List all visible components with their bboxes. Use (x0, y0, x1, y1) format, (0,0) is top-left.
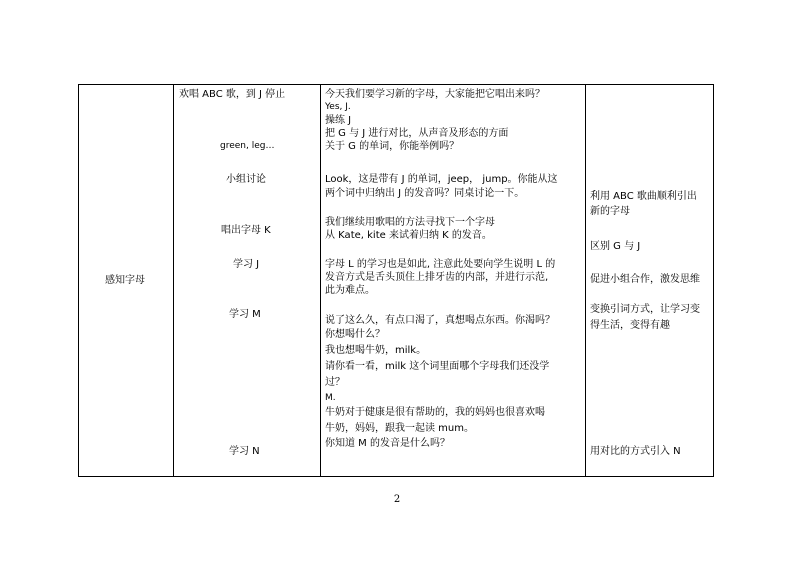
activity-item: 欢唱 ABC 歌，到 J 停止 (179, 89, 286, 100)
activity-item: green, leg… (220, 141, 275, 151)
purpose-line: 得生活，变得有趣 (590, 320, 670, 331)
content-line: 发音方式是舌头顶住上排牙齿的内部，并进行示范, (325, 272, 549, 283)
content-line: 把 G 与 J 进行对比，从声音及形态的方面 (325, 128, 509, 139)
content-line: 关于 G 的单词，你能举例吗？ (325, 141, 460, 152)
purpose-line: 变换引词方式，让学习变 (590, 304, 700, 315)
content-line: 操练 J (325, 115, 352, 126)
content-line: 请你看一看，milk 这个词里面哪个字母我们还没学 (325, 361, 550, 372)
activity-item: 学习 M (229, 309, 261, 320)
section-label: 感知字母 (105, 275, 145, 286)
activity-item: 学习 J (233, 259, 260, 270)
purpose-line: 新的字母 (590, 206, 630, 217)
table-right-border (713, 84, 714, 477)
content-line: 从 Kate, kite 来试着归纳 K 的发音。 (325, 230, 492, 241)
purpose-line: 区别 G 与 J (590, 241, 641, 252)
content-line: 牛奶，妈妈，跟我一起读 mum。 (325, 423, 474, 434)
lesson-plan-table (78, 84, 714, 477)
activity-item: 唱出字母 K (221, 225, 271, 236)
purpose-line: 利用 ABC 歌曲顺利引出 (590, 191, 697, 202)
content-line: 今天我们要学习新的字母，大家能把它唱出来吗？ (325, 89, 545, 100)
content-line: 此为难点。 (325, 285, 375, 296)
content-line: 字母 L 的学习也是如此, 注意此处要向学生说明 L 的 (325, 259, 556, 270)
content-line: 过？ (325, 377, 345, 388)
content-line: 我也想喝牛奶，milk。 (325, 345, 427, 356)
content-line: 牛奶对于健康是很有帮助的，我的妈妈也很喜欢喝 (325, 407, 545, 418)
content-line: Look，这是带有 J 的单词，jeep， jump。你能从这 (325, 174, 558, 185)
content-line: 两个词中归纳出 J 的发音吗？同桌讨论一下。 (325, 188, 525, 199)
table-left-border (78, 84, 79, 477)
content-line: 说了这么久，有点口渴了，真想喝点东西。你渴吗？ (325, 315, 555, 326)
column-divider-3 (585, 84, 586, 477)
column-divider-1 (173, 84, 174, 477)
content-line: 你知道 M 的发音是什么吗？ (325, 438, 450, 449)
activity-item: 学习 N (229, 446, 260, 457)
purpose-line: 用对比的方式引入 N (590, 446, 681, 457)
purpose-line: 促进小组合作，激发思维 (590, 274, 700, 285)
column-divider-2 (320, 84, 321, 477)
content-line: 我们继续用歌唱的方法寻找下一个字母 (325, 217, 495, 228)
content-line: 你想喝什么？ (325, 329, 385, 340)
content-line: M. (325, 393, 336, 403)
activity-item: 小组讨论 (226, 174, 266, 185)
page-number: 2 (393, 494, 401, 505)
content-line: Yes, J. (325, 102, 351, 112)
